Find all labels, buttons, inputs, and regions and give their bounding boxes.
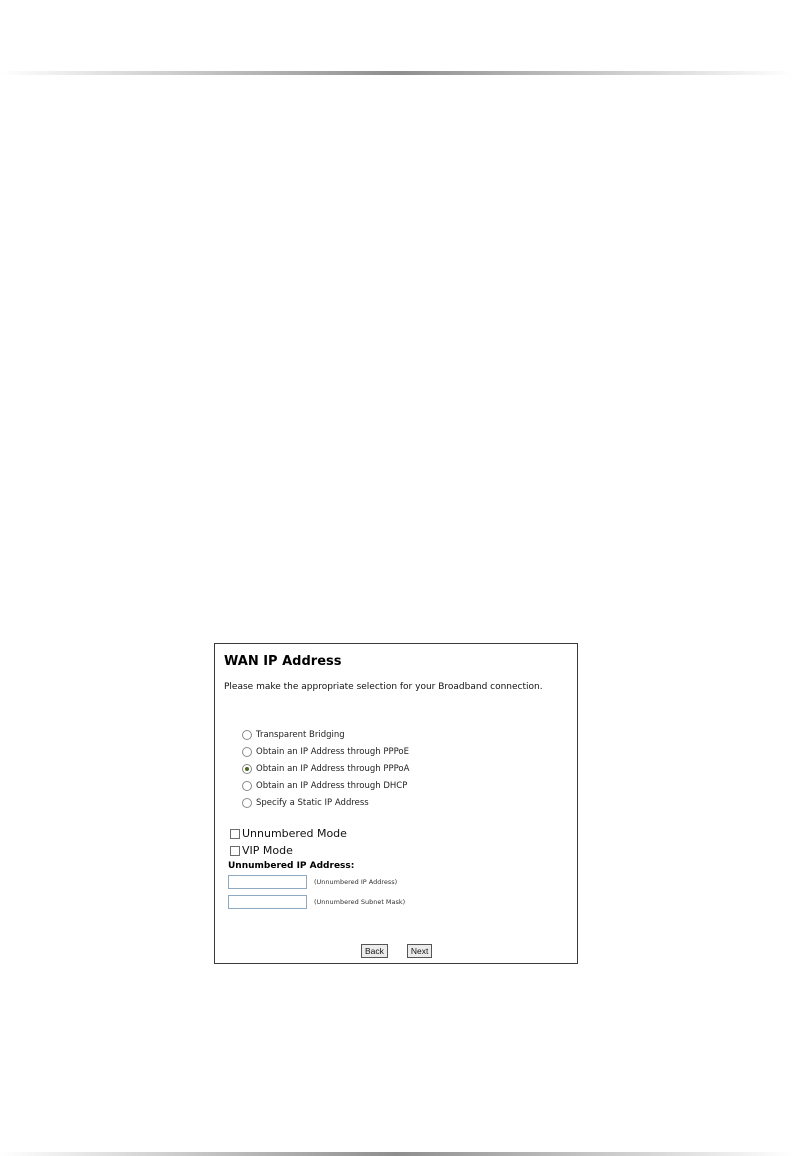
unnumbered-mode-checkbox[interactable] [230,829,240,839]
vip-mode-checkbox[interactable] [230,846,240,856]
option-static-ip[interactable] [242,794,409,811]
radio-pppoe[interactable] [242,747,252,757]
option-label: Specify a Static IP Address [256,797,369,808]
vip-mode-row[interactable] [230,842,347,859]
back-button[interactable]: Back [361,944,388,958]
top-divider [0,71,792,75]
unnumbered-mode-row[interactable] [230,825,347,842]
connection-type-options [242,726,409,811]
option-label: Obtain an IP Address through PPPoA [256,763,410,774]
option-dhcp[interactable] [242,777,409,794]
field-hint: (Unnumbered IP Address) [314,878,398,886]
option-transparent-bridging[interactable] [242,726,409,743]
mode-checkboxes [230,825,347,859]
option-label: Obtain an IP Address through DHCP [256,780,408,791]
unnumbered-subnet-input[interactable] [228,895,307,909]
next-button[interactable]: Next [407,944,432,958]
radio-dhcp[interactable] [242,781,252,791]
option-label: Obtain an IP Address through PPPoE [256,746,410,757]
page-title: WAN IP Address [224,654,342,669]
option-pppoa[interactable] [242,760,409,777]
intro-text: Please make the appropriate selection for your Broadband connection. [224,682,543,692]
unnumbered-subnet-row [228,895,405,909]
checkbox-label: Unnumbered Mode [242,827,347,840]
wan-ip-address-panel [214,643,578,964]
checkbox-label: VIP Mode [242,844,293,857]
unnumbered-ip-input[interactable] [228,875,307,889]
nav-buttons [361,944,432,958]
radio-transparent-bridging[interactable] [242,730,252,740]
option-label: Transparent Bridging [256,729,345,740]
bottom-divider [0,1152,792,1156]
radio-pppoa[interactable] [242,764,252,774]
unnumbered-ip-row [228,875,397,889]
unnumbered-ip-heading: Unnumbered IP Address: [228,861,355,871]
radio-static-ip[interactable] [242,798,252,808]
option-pppoe[interactable] [242,743,409,760]
field-hint: (Unnumbered Subnet Mask) [314,898,406,906]
